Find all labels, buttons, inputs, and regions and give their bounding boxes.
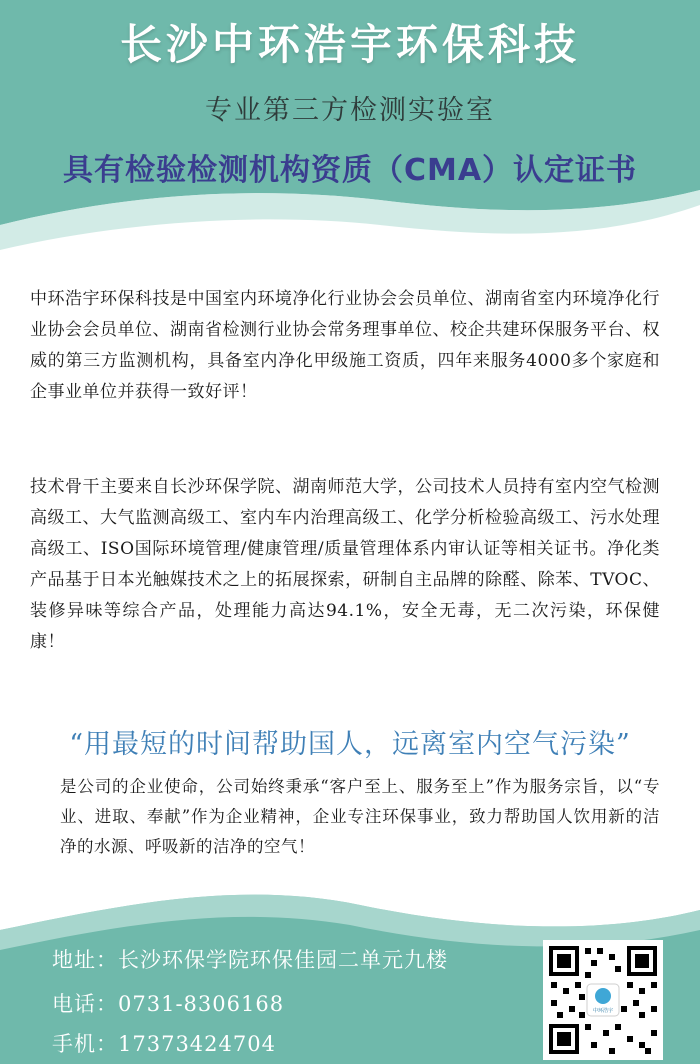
mission-statement: 是公司的企业使命，公司始终秉承“客户至上、服务至上”作为服务宗旨，以“专业、进取、奉献”作为企业精神，企业专注环保事业，致力帮助国人饮用新的洁净的水源、呼吸新的洁净的空气！ xyxy=(60,777,660,856)
qr-center-label: 中环浩宇 xyxy=(592,1008,614,1014)
company-slogan: “用最短的时间帮助国人，远离室内空气污染” xyxy=(69,729,631,760)
contact-mobile: 手机：17373424704 xyxy=(52,1032,276,1056)
contact-address: 地址：长沙环保学院环保佳园二单元九楼 xyxy=(52,948,448,972)
qr-code[interactable] xyxy=(543,940,663,1060)
cma-certification: 具有检验检测机构资质（CMA）认定证书 xyxy=(62,153,638,188)
company-title: 长沙中环浩宇环保科技 xyxy=(119,20,580,69)
qr-code-icon xyxy=(543,940,663,1060)
contact-phone: 电话：0731-8306168 xyxy=(52,992,285,1016)
intro-paragraph-1: 中环浩宇环保科技是中国室内环境净化行业协会会员单位、湖南省室内环境净化行业协会会员单位、湖南省检测行业协会常务理事单位、校企共建环保服务平台、权威的第三方监测机构，具备室内净化甲级施工资质，四年来服务4000多个家庭和企事业单位并获得一致好评！ xyxy=(30,289,660,402)
lab-subtitle: 专业第三方检测实验室 xyxy=(205,95,495,126)
intro-paragraph-2: 技术骨干主要来自长沙环保学院、湖南师范大学，公司技术人员持有室内空气检测高级工、大气监测高级工、室内车内治理高级工、化学分析检验高级工、污水处理高级工、ISO国际环境管理/健康管理/质量管理体系内审认证等相关证书。净化类产品基于日本光触媒技术之上的拓展探索，研制自主品牌的除醛、除苯、TVOC、装修异味等综合产品，处理能力高达94.1%，安全无毒，无二次污染，环保健康！ xyxy=(30,477,660,652)
